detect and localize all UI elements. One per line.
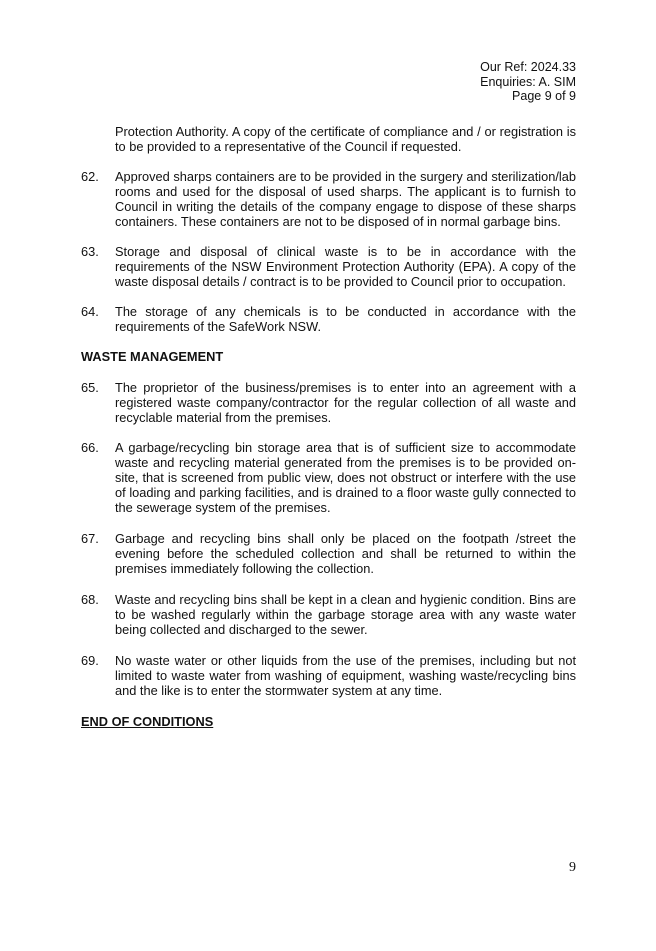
condition-number: 67. [81,531,99,546]
condition-number: 65. [81,380,99,395]
condition-text: Approved sharps containers are to be provided in the surgery and sterilization/lab rooms and used for the disposal of used sharps. The applicant is to furnish to Council in writing the details of the company engage to dispose of these sharps containers. These containers are not to be disposed of in normal garbage bins. [115,169,576,229]
condition-62 [81,169,576,229]
condition-text: Waste and recycling bins shall be kept in a clean and hygienic condition. Bins are to be washed regularly within the garbage storage area with any waste water being collected and discharged to the sewer. [115,592,576,637]
condition-number: 64. [81,304,99,319]
condition-63 [81,244,576,289]
condition-66 [81,440,576,515]
page-indicator: Page 9 of 9 [512,89,576,103]
condition-text: The storage of any chemicals is to be conducted in accordance with the requirements of the SafeWork NSW. [115,304,576,334]
condition-number: 62. [81,169,99,184]
section-heading: WASTE MANAGEMENT [81,349,224,364]
condition-64 [81,304,576,334]
condition-number: 68. [81,592,99,607]
condition-number: 63. [81,244,99,259]
condition-67 [81,531,576,576]
condition-text: Garbage and recycling bins shall only be placed on the footpath /street the evening before the scheduled collection and shall be returned to within the premises immediately following the collection. [115,531,576,576]
condition-text: Storage and disposal of clinical waste is to be in accordance with the requirements of the NSW Environment Protection Authority (EPA). A copy of the waste disposal details / contract is to be provided to Council prior to occupation. [115,244,576,289]
condition-text: A garbage/recycling bin storage area that is of sufficient size to accommodate waste and recycling material generated from the premises is to be provided on-site, that is screened from public view, does not obstruct or interfere with the use of loading and parking facilities, and is drained to a floor waste gully connected to the sewerage system of the premises. [115,440,576,515]
condition-number: 69. [81,653,99,668]
continuation-paragraph: Protection Authority. A copy of the certificate of compliance and / or registration is to be provided to a representative of the Council if requested. [115,124,576,154]
condition-68 [81,592,576,637]
condition-69 [81,653,576,698]
condition-text: The proprietor of the business/premises is to enter into an agreement with a registered waste company/contractor for the regular collection of all waste and recyclable material from the premises. [115,380,576,425]
reference-block [480,60,576,104]
our-ref: Our Ref: 2024.33 [480,60,576,74]
page-number: 9 [569,860,576,875]
condition-text: No waste water or other liquids from the use of the premises, including but not limited to waste water from washing of equipment, washing waste/recycling bins and the like is to enter the stormwater system at any time. [115,653,576,698]
condition-number: 66. [81,440,99,455]
end-of-conditions-heading: END OF CONDITIONS [81,714,214,729]
condition-65 [81,380,576,425]
enquiries: Enquiries: A. SIM [480,74,576,89]
